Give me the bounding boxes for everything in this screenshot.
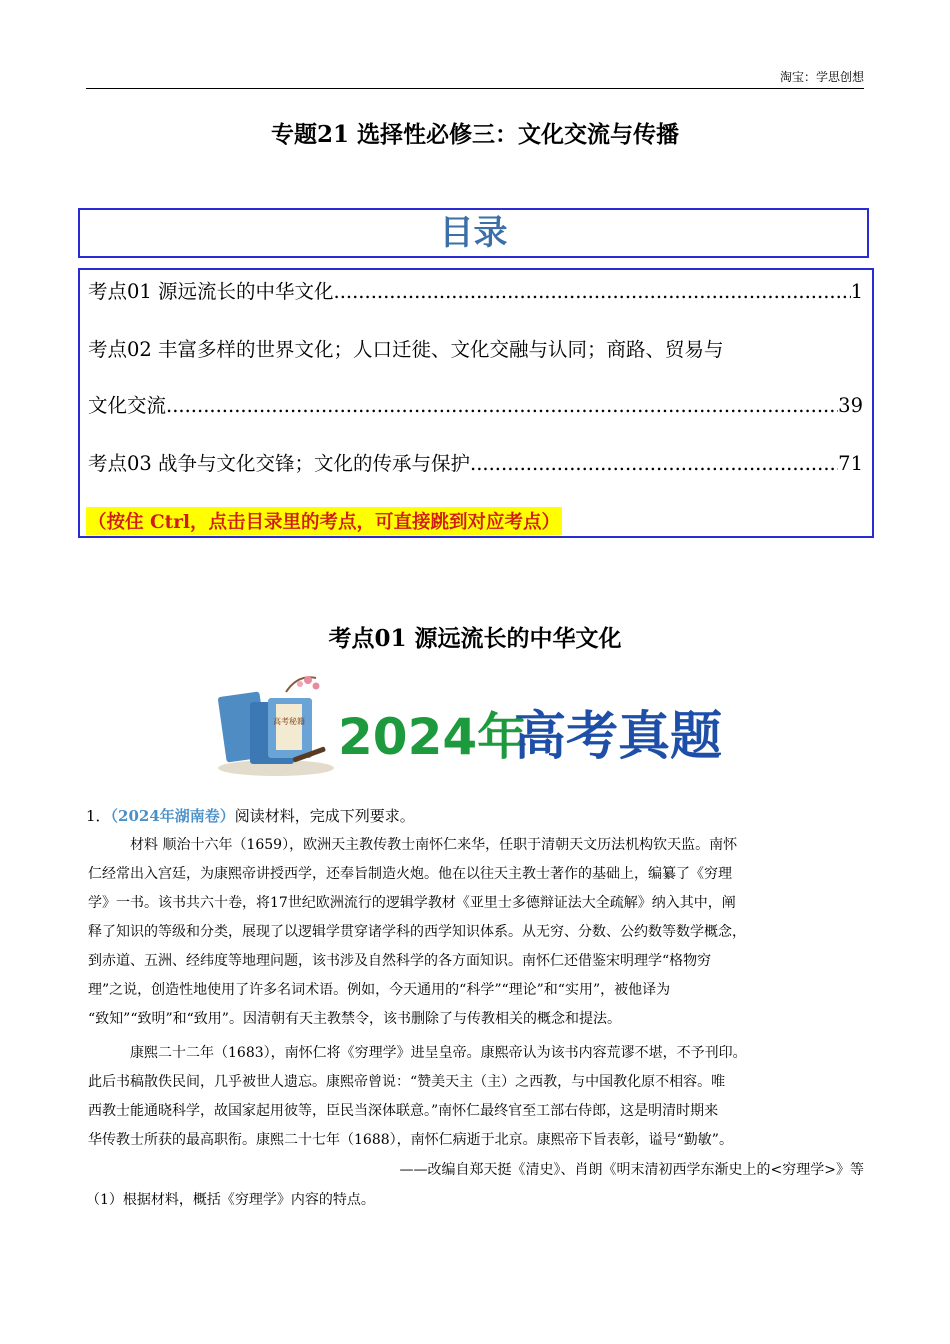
material-line: 释了知识的等级和分类，展现了以逻辑学贯穿诸学科的西学知识体系。从无穷、分数、公约数等数学概念， [88,924,746,940]
material-line: “致知”“致明”和“致用”。因清朝有天主教禁令，该书删除了与传教相关的概念和提法。 [88,1011,621,1027]
toc-item-1-page: 1 [850,280,863,303]
toc-hint: （按住 Ctrl，点击目录里的考点，可直接跳到对应考点） [86,507,562,535]
toc-item-2-text: 文化交流 [88,394,167,417]
toc-item-1-text: 考点01 源远流长的中华文化 [88,280,334,303]
toc-heading-box [78,208,869,258]
page-header [86,66,864,89]
toc-item-3-text: 考点03 战争与文化交锋；文化的传承与保护 [88,452,471,475]
material-paragraph-2 [88,1039,864,1155]
question-1-stem [86,805,415,826]
header-shop-label: 淘宝：学思创想 [779,70,864,84]
material-paragraph-1 [88,831,864,1034]
material-line: 到赤道、五洲、经纬度等地理问题，该书涉及自然科学的各方面知识。南怀仁还借鉴宋明理学“格物穷 [88,953,712,969]
toc-item-3-page: 71 [838,452,863,475]
toc-list [78,268,874,538]
document-title: 专题21 选择性必修三：文化交流与传播 [270,121,679,148]
toc-item-2-line1[interactable]: 考点02 丰富多样的世界文化；人口迁徙、文化交融与认同；商路、贸易与 [88,338,724,361]
banner-year: 2024年 [338,708,528,766]
material-line: 仁经常出入宫廷，为康熙帝讲授西学，还奉旨制造火炮。他在以往天主教士著作的基础上，编纂了《穷理 [88,866,732,882]
material-line: 理”之说，创造性地使用了许多名词术语。例如，今天通用的“科学”“理论”和“实用”，被他译为 [88,982,671,998]
question-number: 1． [86,807,111,825]
book-label: 高考秘籍 [273,717,305,726]
toc-item-3[interactable] [88,450,863,478]
material-citation: ——改编自郑天挺《清史》、肖朗《明末清初西学东渐史上的<穷理学>》等 [399,1162,864,1178]
material-line: 此后书稿散佚民间，几乎被世人遗忘。康熙帝曾说：“赞美天主（主）之西教，与中国教化原不相容。唯 [88,1074,726,1090]
toc-item-2-page: 39 [838,394,863,417]
question-source: （2024年湖南卷） [110,807,235,825]
sub-question-1: （1）根据材料，概括《穷理学》内容的特点。 [86,1192,375,1208]
material-line: 康熙二十二年（1683），南怀仁将《穷理学》进呈皇帝。康熙帝认为该书内容荒谬不堪，不予刊印。 [130,1045,747,1061]
toc-leader-dots [166,392,838,420]
material-line: 材料 顺治十六年（1659），欧洲天主教传教士南怀仁来华，任职于清朝天文历法机构钦天监。南怀 [130,837,738,853]
question-prompt: 阅读材料，完成下列要求。 [234,807,415,825]
toc-leader-dots [334,278,851,306]
material-line: 西教士能通晓科学，故国家起用彼等，臣民当深体联意。”南怀仁最终官至工部右侍郎，这是明清时期来 [88,1103,719,1119]
toc-item-2[interactable] [88,392,863,420]
material-line: 华传教士所获的最高职衔。康熙二十七年（1688），南怀仁病逝于北京。康熙帝下旨表彰，谥号“勤敏”。 [88,1132,733,1148]
material-line: 学》一书。该书共六十卷，将17世纪欧洲流行的逻辑学教材《亚里士多德辩证法大全疏解》纳入其中，阐 [88,895,736,911]
books-illustration-icon [218,676,334,776]
toc-leader-dots [470,450,838,478]
toc-item-1[interactable] [88,278,863,306]
section-title: 考点01 源远流长的中华文化 [328,625,622,652]
banner-2024-exam [216,672,736,782]
toc-heading: 目录 [439,213,508,253]
banner-text: 高考真题 [514,707,723,767]
